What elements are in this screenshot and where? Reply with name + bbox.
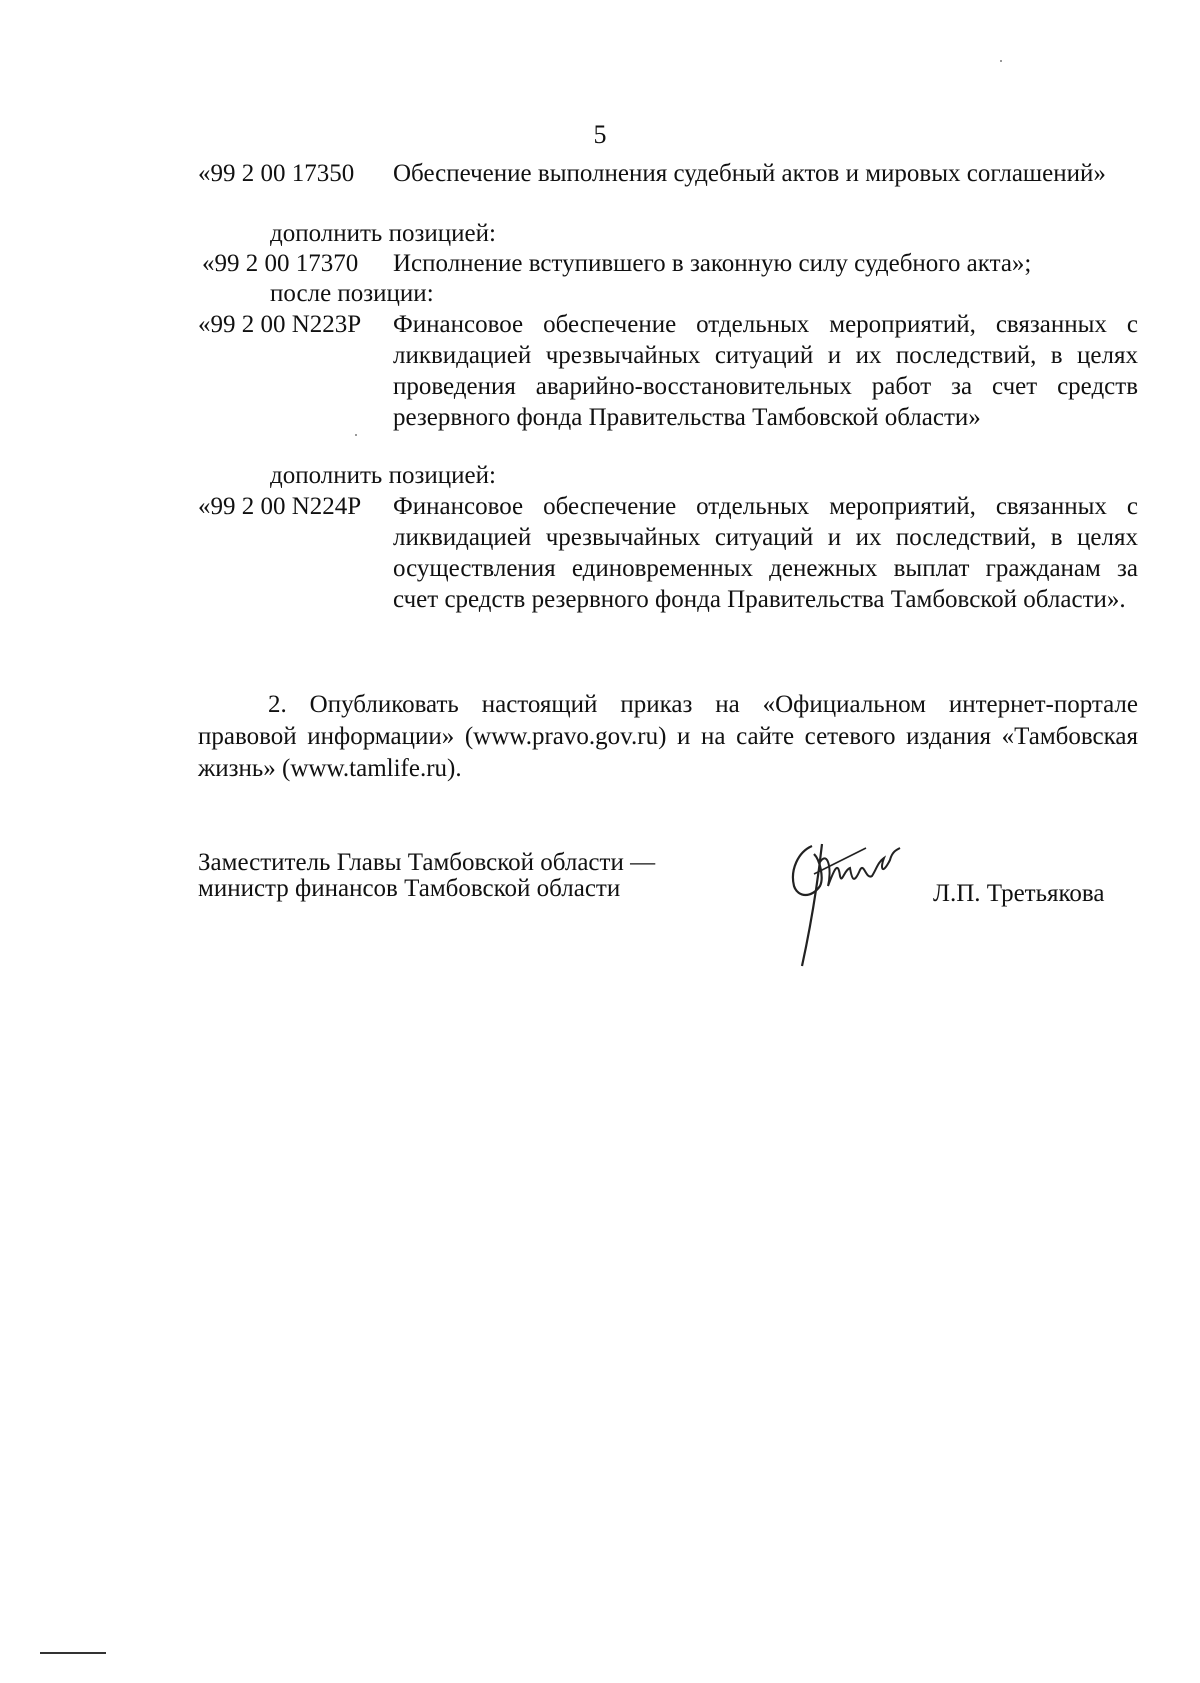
publication-paragraph: 2. Опубликовать настоящий приказ на «Официальном интернет-портале правовой информации» (www.pravo.gov.ru) и на сайте сетевого издания «Тамбовская жизнь» (www.tamlife.ru).	[198, 691, 1138, 782]
budget-entry-n224p	[198, 491, 1138, 615]
entry-code: «99 2 00 17370	[202, 250, 359, 277]
instruction-add-position: дополнить позицией:	[270, 220, 496, 247]
signer-title-line: Заместитель Главы Тамбовской области —	[198, 849, 656, 876]
entry-code: «99 2 00 N224P	[198, 493, 362, 520]
signer-title-line: министр финансов Тамбовской области	[198, 875, 621, 902]
entry-description: Обеспечение выполнения судебный актов и мировых соглашений»	[393, 160, 1106, 187]
entry-description: Финансовое обеспечение отдельных мероприятий, связанных с ликвидацией чрезвычайных ситуаций и их последствий, в целях проведения аварийно-восстановительных работ за счет средств резервного фонда Правительства Тамбовской области»	[393, 311, 1138, 431]
entry-description: Исполнение вступившего в законную силу судебного акта»;	[393, 250, 1032, 277]
scan-edge-mark	[40, 1652, 106, 1654]
signer-title	[198, 850, 655, 902]
entry-code: «99 2 00 N223P	[198, 311, 362, 338]
handwritten-signature	[780, 840, 930, 970]
page-number: 5	[593, 120, 607, 149]
budget-entry-n223p	[198, 309, 1138, 433]
budget-entry-17350	[198, 158, 1138, 189]
entry-code: «99 2 00 17350	[198, 160, 355, 187]
entry-description: Финансовое обеспечение отдельных мероприятий, связанных с ликвидацией чрезвычайных ситуаций и их последствий, в целях осуществления единовременных денежных выплат гражданам за счет средств резервного фонда Правительства Тамбовской области».	[393, 493, 1138, 613]
signer-name: Л.П. Третьякова	[933, 880, 1105, 907]
instruction-add-position: дополнить позицией:	[270, 462, 496, 489]
budget-entry-17370	[202, 248, 1142, 279]
scan-speck	[1000, 60, 1002, 62]
instruction-after-position: после позиции:	[270, 280, 434, 307]
scan-speck	[355, 434, 357, 436]
